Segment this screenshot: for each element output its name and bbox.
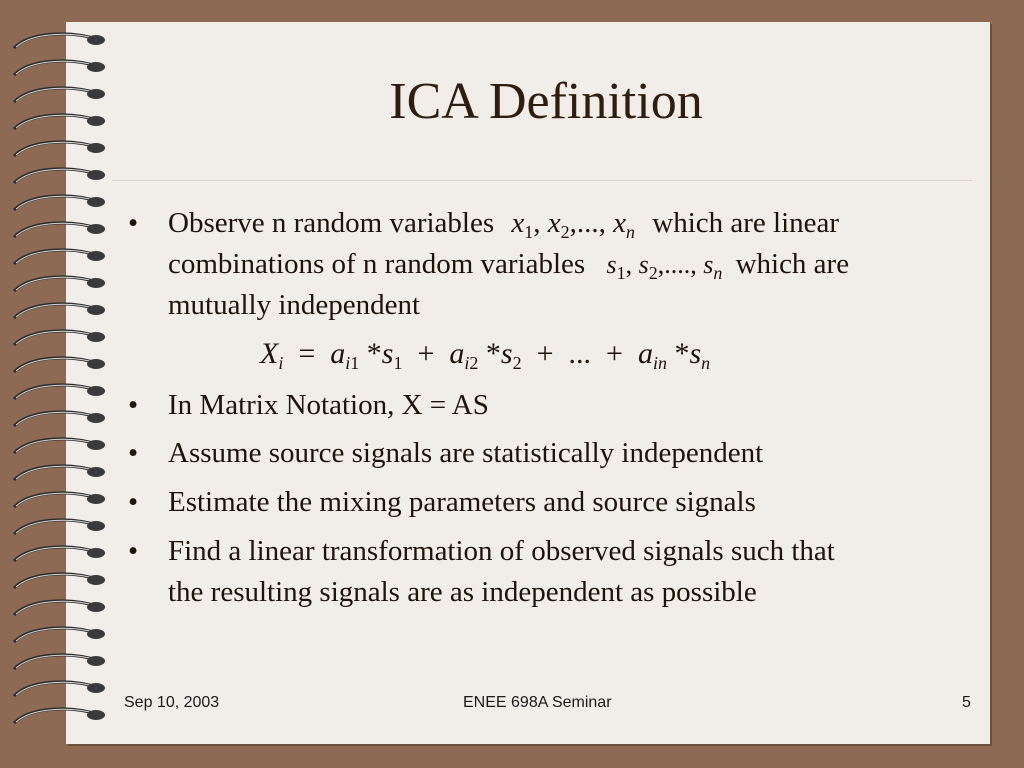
binding-ring — [14, 547, 100, 561]
binding-hole — [87, 197, 105, 207]
binding-ring — [14, 682, 100, 696]
bullet-5-line-2: the resulting signals are as independent as possible — [168, 576, 757, 608]
binding-hole — [87, 521, 105, 531]
title-divider — [112, 180, 972, 181]
binding-ring — [14, 304, 100, 318]
binding-ring — [14, 385, 100, 399]
bullet-marker: • — [128, 389, 139, 421]
binding-ring — [14, 250, 100, 264]
bullet-marker: • — [128, 486, 139, 518]
bullet-4: Estimate the mixing parameters and source signals — [168, 486, 756, 518]
binding-hole — [87, 656, 105, 666]
bullet-1-text-d: which are — [735, 248, 850, 280]
bullet-2: In Matrix Notation, X = AS — [168, 389, 489, 421]
binding-ring — [14, 196, 100, 210]
binding-ring — [14, 493, 100, 507]
binding-hole — [87, 710, 105, 720]
binding-hole — [87, 602, 105, 612]
binding-hole — [87, 35, 105, 45]
binding-ring — [14, 574, 100, 588]
ica-equation: $X_i = a_{i1}$ $*s_1 + a_{i2}$ $*s_2$ + ... + $a_{in}$ $*s_n$ — [260, 337, 711, 373]
binding-ring — [14, 34, 100, 48]
math-x-variables: $x_1$, $x_2$,..., $x_n$ — [511, 207, 636, 242]
footer-title: ENEE 698A Seminar — [463, 694, 612, 711]
binding-hole — [87, 278, 105, 288]
binding-hole — [87, 413, 105, 423]
binding-hole — [87, 143, 105, 153]
binding-hole — [87, 251, 105, 261]
binding-ring — [14, 169, 100, 183]
bullet-5-line-1: Find a linear transformation of observed signals such that — [168, 535, 835, 567]
binding-ring — [14, 601, 100, 615]
binding-hole — [87, 62, 105, 72]
bullet-marker: • — [128, 535, 139, 567]
binding-hole — [87, 224, 105, 234]
bullet-marker: • — [128, 207, 139, 239]
binding-hole — [87, 332, 105, 342]
binding-ring — [14, 277, 100, 291]
binding-ring — [14, 412, 100, 426]
binding-hole — [87, 548, 105, 558]
binding-ring — [14, 655, 100, 669]
binding-ring — [14, 223, 100, 237]
binding-hole — [87, 467, 105, 477]
binding-ring — [14, 628, 100, 642]
binding-ring — [14, 331, 100, 345]
binding-hole — [87, 440, 105, 450]
binding-ring — [14, 61, 100, 75]
footer-page-number: 5 — [962, 694, 971, 711]
binding-hole — [87, 170, 105, 180]
binding-ring — [14, 709, 100, 723]
binding-hole — [87, 386, 105, 396]
math-s-variables: $s_1$, $s_2$,...., $s_n$ — [606, 250, 723, 283]
slide-title: ICA Definition — [389, 73, 703, 130]
binding-ring — [14, 358, 100, 372]
binding-ring — [14, 142, 100, 156]
binding-ring — [14, 466, 100, 480]
binding-hole — [87, 494, 105, 504]
binding-hole — [87, 305, 105, 315]
bullet-1-line-3: mutually independent — [168, 289, 421, 321]
binding-ring — [14, 439, 100, 453]
bullet-1-text-b: which are linear — [652, 207, 840, 239]
binding-ring — [14, 520, 100, 534]
binding-hole — [87, 359, 105, 369]
bullet-1-text-c: combinations of n random variables — [168, 248, 586, 280]
binding-hole — [87, 575, 105, 585]
footer-date: Sep 10, 2003 — [124, 694, 220, 711]
bullet-3: Assume source signals are statistically independent — [168, 437, 764, 469]
bullet-marker: • — [128, 437, 139, 469]
bullet-1-text-a: Observe n random variables — [168, 207, 495, 239]
binding-hole — [87, 683, 105, 693]
binding-hole — [87, 629, 105, 639]
